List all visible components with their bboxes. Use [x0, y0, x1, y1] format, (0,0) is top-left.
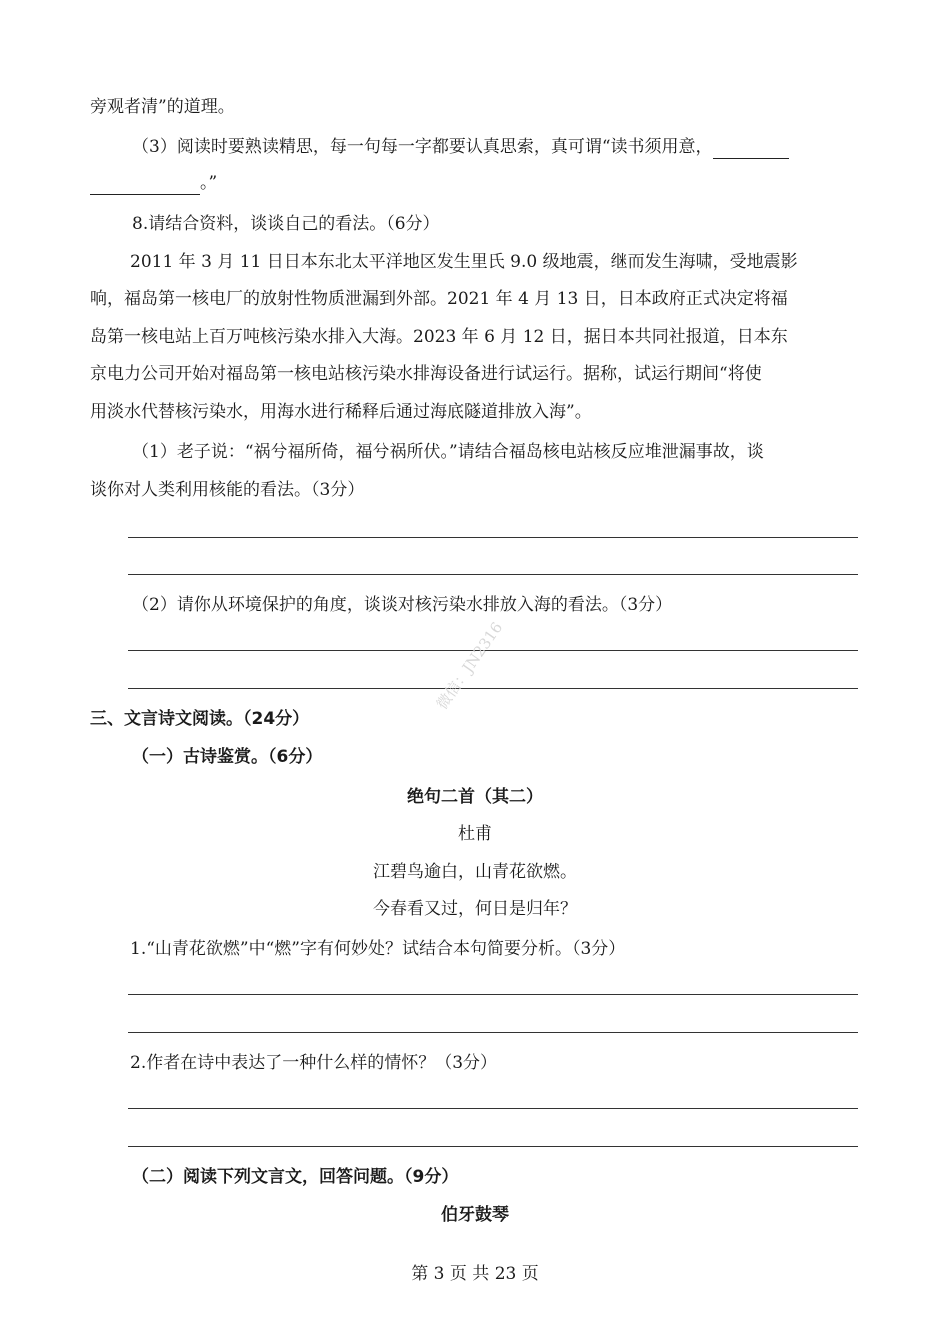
quote-end: 。”: [200, 173, 218, 193]
answer-blank[interactable]: [90, 176, 200, 195]
answer-line[interactable]: [128, 1108, 858, 1109]
passage-line: 响，福岛第一核电厂的放射性物质泄漏到外部。2021 年 4 月 13 日，日本政府正式决定将福: [90, 289, 788, 309]
question-3-text: （3）阅读时要熟读精思，每一句每一字都要认真思索，真可谓“读书须用意，: [132, 137, 713, 157]
passage-line: 2011 年 3 月 11 日日本东北太平洋地区发生里氏 9.0 级地震，继而发生海啸，受地震影: [130, 252, 798, 272]
question-8: 8.请结合资料，谈谈自己的看法。（6分）: [132, 214, 440, 234]
poem-author: 杜甫: [458, 824, 492, 844]
answer-line[interactable]: [128, 537, 858, 538]
answer-blank[interactable]: [713, 140, 789, 159]
passage-line: 用淡水代替核污染水，用海水进行稀释后通过海底隧道排放入海”。: [90, 402, 592, 422]
answer-line[interactable]: [128, 1032, 858, 1033]
subsection-heading: （二）阅读下列文言文，回答问题。（9分）: [132, 1167, 459, 1187]
passage-line: 岛第一核电站上百万吨核污染水排入大海。2023 年 6 月 12 日，据日本共同社报道，日本东: [90, 327, 788, 347]
text-title: 伯牙鼓琴: [441, 1205, 509, 1225]
poem-title: 绝句二首（其二）: [407, 787, 543, 807]
text-line: [132, 135, 789, 159]
watermark: 微信：JN2316: [432, 618, 507, 713]
poem-question-2: 2.作者在诗中表达了一种什么样的情怀？（3分）: [130, 1053, 498, 1073]
subsection-heading: （一）古诗鉴赏。（6分）: [132, 747, 323, 767]
answer-line[interactable]: [128, 1146, 858, 1147]
answer-line[interactable]: [128, 574, 858, 575]
subquestion-2: （2）请你从环境保护的角度，谈谈对核污染水排放入海的看法。（3分）: [132, 595, 673, 615]
answer-line[interactable]: [128, 994, 858, 995]
poem-line: 今春看又过，何日是归年？: [373, 899, 577, 919]
poem-line: 江碧鸟逾白，山青花欲燃。: [373, 862, 577, 882]
subquestion-1: （1）老子说：“祸兮福所倚，福兮祸所伏。”请结合福岛核电站核反应堆泄漏事故，谈: [132, 442, 764, 462]
subquestion-1-cont: 谈你对人类利用核能的看法。（3分）: [90, 480, 365, 500]
poem-question-1: 1.“山青花欲燃”中“燃”字有何妙处？试结合本句简要分析。（3分）: [130, 939, 626, 959]
passage-line: 京电力公司开始对福岛第一核电站核污染水排海设备进行试运行。据称，试运行期间“将使: [90, 364, 762, 384]
text-line: [90, 171, 217, 195]
text-line: 旁观者清”的道理。: [90, 97, 235, 117]
answer-line[interactable]: [128, 650, 858, 651]
page-footer: 第 3 页 共 23 页: [411, 1264, 539, 1284]
section-heading: 三、文言诗文阅读。（24分）: [90, 709, 310, 729]
answer-line[interactable]: [128, 688, 858, 689]
